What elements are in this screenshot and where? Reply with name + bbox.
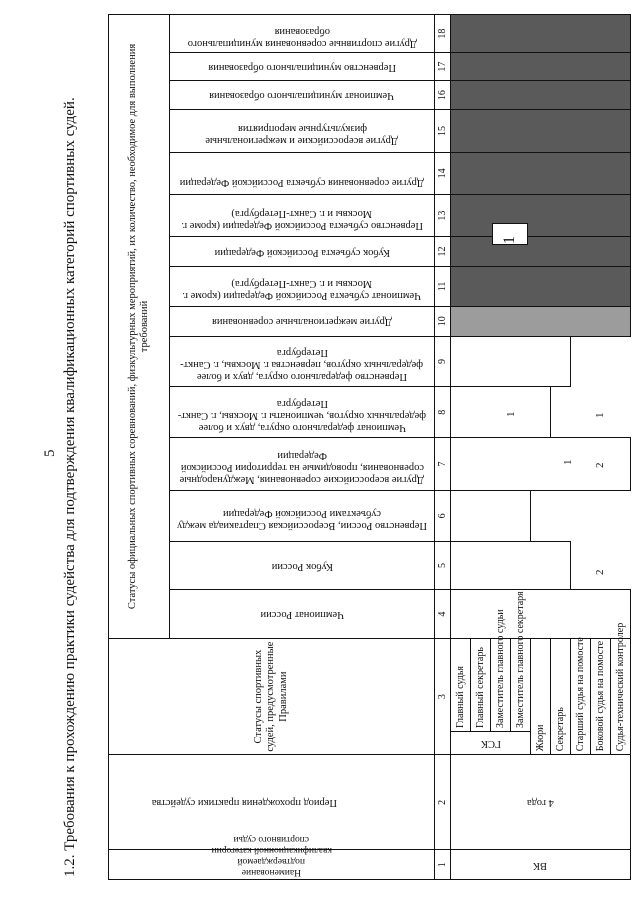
column-number: 18 [435, 15, 451, 53]
cell-c10-shaded [451, 307, 631, 337]
column-number: 17 [435, 53, 451, 80]
gsk-label: ГСК [451, 732, 531, 755]
role-main-secretary: Главный секретарь [471, 638, 491, 731]
role-senior-judge: Старший судья на помосте [571, 638, 591, 754]
event-status: Другие всероссийские и межрегиональные физкультурные мероприятия [170, 110, 435, 152]
event-status: Чемпионат федерального округа, двух и более федеральных округов, чемпионаты г. Москвы, г. Санкт-Петербурга [170, 387, 435, 438]
value-gsk-col15-box: 1 [492, 223, 528, 245]
header-period: Период прохождения практики судейства [109, 755, 435, 850]
event-status: Другие всероссийские соревнования, Международные соревнования, проводимые на территории Российской Федерации [170, 438, 435, 491]
column-number: 13 [435, 194, 451, 236]
value-senior-col9: 1 [594, 412, 606, 418]
column-number: 11 [435, 266, 451, 306]
cell-c16-shaded [451, 80, 631, 110]
event-status: Кубок субъекта Российской Федерации [170, 237, 435, 267]
cell-c14-shaded [451, 152, 631, 194]
cell-c12-shaded [451, 237, 631, 267]
column-number: 2 [435, 755, 451, 850]
header-statuses-judges: Статусы спортивных судей, предусмотренные Правилами [109, 638, 435, 754]
value-col8-span: 1 [562, 459, 574, 465]
cell-c15-shaded [451, 110, 631, 152]
cell-c5 [451, 541, 571, 590]
role-deputy-secretary: Заместитель главного секретаря [511, 638, 531, 731]
cell-c17-shaded [451, 53, 631, 80]
cell-c4 [451, 590, 631, 639]
value-gsk-col9: 1 [505, 411, 517, 417]
section-title: 1.2. Требования к прохождению практики судейства для подтверждения квалификационных категорий спортивных судей. [62, 97, 78, 877]
role-jury: Жюри [531, 638, 551, 754]
cell-c8 [451, 387, 551, 438]
event-status: Первенство России, Всероссийская Спартакиада между субъектами Российской Федерации [170, 490, 435, 541]
column-number: 15 [435, 110, 451, 152]
event-status: Чемпионат муниципального образования [170, 80, 435, 110]
role-secretary: Секретарь [551, 638, 571, 754]
cell-c13-shaded [451, 194, 631, 236]
column-number: 5 [435, 541, 451, 590]
event-status: Первенство муниципального образования [170, 53, 435, 80]
column-number: 16 [435, 80, 451, 110]
event-status: Чемпионат России [170, 590, 435, 639]
cell-c18-shaded [451, 15, 631, 53]
role-deputy-judge: Заместитель главного судьи [491, 638, 511, 731]
column-number: 4 [435, 590, 451, 639]
category-cell: ВК [451, 850, 631, 880]
column-number: 9 [435, 336, 451, 387]
event-status: Кубок России [170, 541, 435, 590]
column-number: 1 [435, 850, 451, 880]
column-number: 3 [435, 638, 451, 754]
column-number: 6 [435, 490, 451, 541]
page-number: 5 [42, 449, 58, 457]
event-status: Другие межрегиональные соревнования [170, 307, 435, 337]
period-cell: 4 года [451, 755, 631, 850]
requirements-table [108, 14, 631, 880]
role-side-judge: Боковой судья на помосте [591, 638, 611, 754]
cell-c9 [451, 336, 571, 387]
role-tech-controller: Судья-технический контролер [611, 638, 631, 754]
header-event-group: Статусы официальных спортивных соревнований, физкультурных мероприятий, их количество, необходимое для выполнения требований [109, 15, 170, 639]
header-category: Наименование подтверждаемой квалификационной категории спортивного судьи [109, 850, 435, 880]
column-number: 12 [435, 237, 451, 267]
column-number: 14 [435, 152, 451, 194]
column-number: 8 [435, 387, 451, 438]
cell-c11-shaded [451, 266, 631, 306]
event-status: Чемпионат субъекта Российской Федерации (кроме г. Москвы и г. Санкт-Петербурга) [170, 266, 435, 306]
column-number: 7 [435, 438, 451, 491]
event-status: Другие соревнования субъекта Российской Федерации [170, 152, 435, 194]
cell-c6 [451, 490, 531, 541]
role-main-judge: Главный судья [451, 638, 471, 731]
value-senior-col6: 2 [594, 569, 606, 575]
value-side-col8: 2 [594, 462, 606, 468]
event-status: Первенство субъекта Российской Федерации (кроме г. Москвы и г. Санкт-Петербурга) [170, 194, 435, 236]
event-status: Другие спортивные соревнования муниципального образования [170, 15, 435, 53]
event-status: Первенство федерального округа, двух и более федеральных округов, первенства г. Москвы, г. Санкт-Петербурга [170, 336, 435, 387]
column-number: 10 [435, 307, 451, 337]
